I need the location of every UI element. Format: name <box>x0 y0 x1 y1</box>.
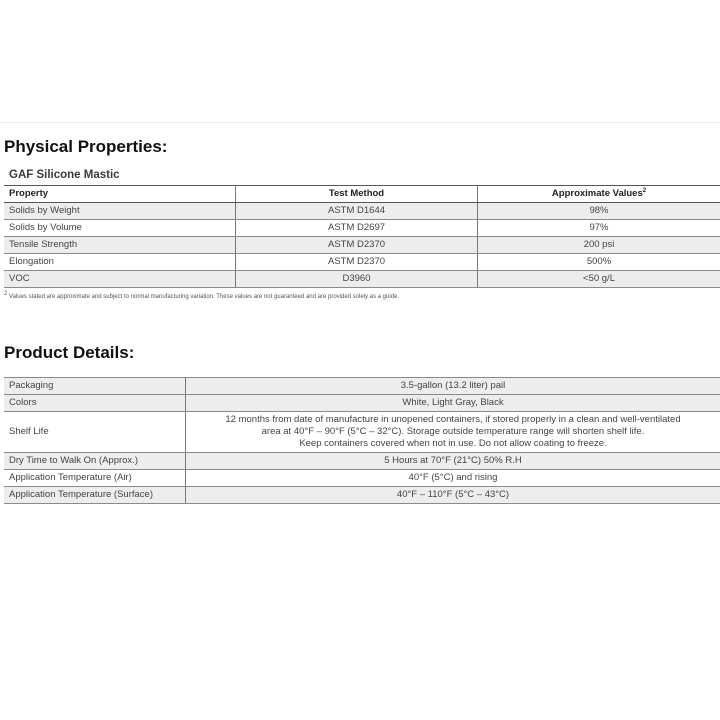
table-header-row <box>4 186 720 203</box>
footnote-text: Values stated are approximate and subject to normal manufacturing variation. These values are not guaranteed and are provided solely as a guide. <box>9 294 400 300</box>
test-method-cell: ASTM D2370 <box>236 254 478 271</box>
product-details-title: Product Details: <box>4 343 135 362</box>
footnote <box>4 291 400 300</box>
value-cell: 98% <box>478 203 720 220</box>
physical-properties-title: Physical Properties: <box>4 137 168 156</box>
table-row <box>4 220 720 237</box>
test-method-cell: ASTM D1644 <box>236 203 478 220</box>
table-row <box>4 395 720 412</box>
table-row <box>4 487 720 504</box>
detail-value-cell: White, Light Gray, Black <box>186 395 720 412</box>
value-cell: 97% <box>478 220 720 237</box>
test-method-cell: ASTM D2697 <box>236 220 478 237</box>
product-details-table <box>4 377 720 504</box>
table-row <box>4 271 720 288</box>
detail-label-cell: Dry Time to Walk On (Approx.) <box>4 453 186 470</box>
physical-properties-table <box>4 185 720 288</box>
detail-label-cell: Packaging <box>4 378 186 395</box>
table-row <box>4 203 720 220</box>
detail-value-cell: 5 Hours at 70°F (21°C) 50% R.H <box>186 453 720 470</box>
property-cell: Tensile Strength <box>4 237 236 254</box>
detail-value-cell: 40°F – 110°F (5°C – 43°C) <box>186 487 720 504</box>
product-name: GAF Silicone Mastic <box>9 169 120 181</box>
property-cell: Solids by Weight <box>4 203 236 220</box>
detail-label-cell: Application Temperature (Surface) <box>4 487 186 504</box>
header-approx-values <box>478 186 720 203</box>
table-row <box>4 254 720 271</box>
detail-value-cell: 3.5-gallon (13.2 liter) pail <box>186 378 720 395</box>
detail-label-cell: Shelf Life <box>4 412 186 453</box>
detail-label-cell: Colors <box>4 395 186 412</box>
property-cell: Solids by Volume <box>4 220 236 237</box>
header-test-method: Test Method <box>236 186 478 203</box>
table-row <box>4 453 720 470</box>
value-cell: <50 g/L <box>478 271 720 288</box>
test-method-cell: D3960 <box>236 271 478 288</box>
detail-value-cell: 40°F (5°C) and rising <box>186 470 720 487</box>
table-row <box>4 412 720 453</box>
top-divider <box>0 122 720 123</box>
detail-value-cell <box>186 412 720 453</box>
footnote-mark: 2 <box>4 291 8 297</box>
header-approx-values-label: Approximate Values <box>551 188 643 199</box>
table-row <box>4 470 720 487</box>
table-row <box>4 237 720 254</box>
property-cell: Elongation <box>4 254 236 271</box>
detail-label-cell: Application Temperature (Air) <box>4 470 186 487</box>
shelf-life-line: area at 40°F – 90°F (5°C – 32°C). Storage outside temperature range will shorten shelf life. <box>261 426 645 437</box>
property-cell: VOC <box>4 271 236 288</box>
value-cell: 200 psi <box>478 237 720 254</box>
shelf-life-line: Keep containers covered when not in use. Do not allow coating to freeze. <box>299 438 607 449</box>
shelf-life-line: 12 months from date of manufacture in unopened containers, if stored properly in a clean and well-ventilated <box>225 414 681 425</box>
value-cell: 500% <box>478 254 720 271</box>
header-property: Property <box>4 186 236 203</box>
header-footnote-mark: 2 <box>642 187 647 194</box>
test-method-cell: ASTM D2370 <box>236 237 478 254</box>
table-row <box>4 378 720 395</box>
